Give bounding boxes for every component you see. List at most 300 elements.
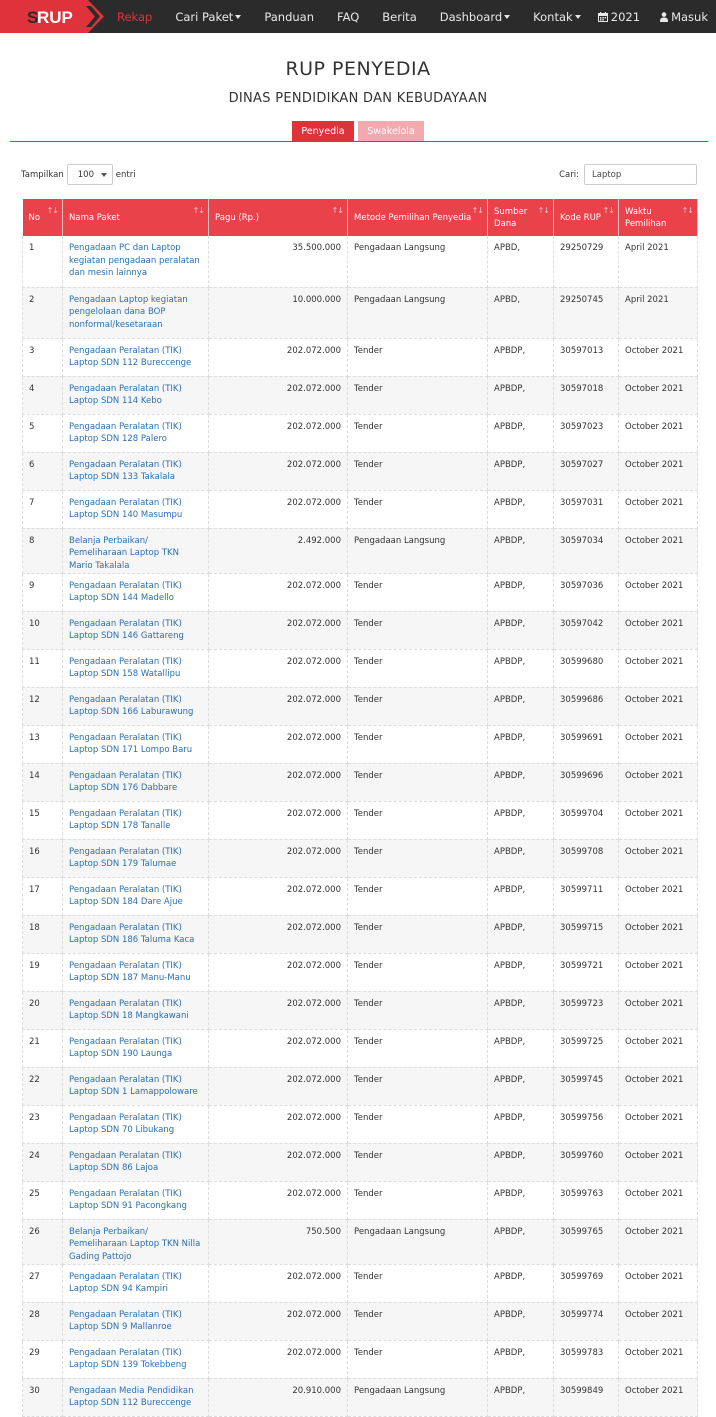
tab-swakelola[interactable]: Swakelola (358, 121, 424, 141)
sort-icon: ↑↓ (537, 206, 549, 215)
search-label: Cari: (559, 169, 579, 180)
cell-waktu: October 2021 (619, 649, 698, 687)
nav-item-label: FAQ (337, 9, 360, 24)
cell-sumber: APBDP, (488, 649, 554, 687)
cell-kode: 30599763 (554, 1181, 619, 1219)
cell-pagu: 202.072.000 (209, 1340, 348, 1378)
table-row (23, 991, 698, 1029)
cell-nama[interactable]: Pengadaan Peralatan (TIK) Laptop SDN 146 Gattareng (63, 611, 209, 649)
cell-kode: 30599760 (554, 1143, 619, 1181)
header-waktu[interactable]: Waktu Pemilihan ↑↓ (619, 199, 698, 236)
cell-waktu: October 2021 (619, 338, 698, 376)
nav-item-cari-paket[interactable] (175, 10, 241, 24)
header-nama-paket[interactable]: Nama Paket ↑↓ (63, 199, 209, 236)
cell-nama[interactable]: Pengadaan Peralatan (TIK) Laptop SDN 139 Tokebbeng (63, 1340, 209, 1378)
cell-metode: Tender (348, 763, 488, 801)
cell-waktu: October 2021 (619, 915, 698, 953)
cell-kode: 30597023 (554, 414, 619, 452)
cell-nama[interactable]: Pengadaan Peralatan (TIK) Laptop SDN 86 Lajoa (63, 1143, 209, 1181)
cell-no: 4 (23, 376, 63, 414)
cell-waktu: October 2021 (619, 1302, 698, 1340)
cell-pagu: 202.072.000 (209, 687, 348, 725)
cell-metode: Tender (348, 725, 488, 763)
cell-pagu: 202.072.000 (209, 991, 348, 1029)
cell-no: 8 (23, 528, 63, 573)
cell-metode: Tender (348, 801, 488, 839)
cell-sumber: APBDP, (488, 991, 554, 1029)
cell-sumber: APBD, (488, 287, 554, 338)
cell-nama[interactable]: Pengadaan Media Pendidikan Laptop SDN 112 Bureccenge (63, 1378, 209, 1416)
cell-sumber: APBDP, (488, 1181, 554, 1219)
table-row (23, 1181, 698, 1219)
table-row (23, 1105, 698, 1143)
top-navbar (0, 0, 716, 33)
header-pagu[interactable]: Pagu (Rp.) ↑↓ (209, 199, 348, 236)
cell-waktu: October 2021 (619, 877, 698, 915)
cell-metode: Tender (348, 687, 488, 725)
cell-waktu: October 2021 (619, 1219, 698, 1264)
table-row (23, 725, 698, 763)
cell-pagu: 202.072.000 (209, 1264, 348, 1302)
cell-kode: 30597013 (554, 338, 619, 376)
cell-pagu: 750.500 (209, 1219, 348, 1264)
cell-sumber: APBDP, (488, 528, 554, 573)
cell-nama[interactable]: Pengadaan Peralatan (TIK) Laptop SDN 158 Watallipu (63, 649, 209, 687)
logo-letter-s: S (27, 8, 39, 27)
cell-sumber: APBDP, (488, 801, 554, 839)
nav-item-kontak[interactable] (533, 10, 581, 24)
table-row (23, 953, 698, 991)
cell-waktu: October 2021 (619, 991, 698, 1029)
table-header-row (23, 199, 698, 236)
nav-item-panduan[interactable] (264, 10, 314, 24)
cell-sumber: APBDP, (488, 1105, 554, 1143)
table-row (23, 1340, 698, 1378)
cell-no: 3 (23, 338, 63, 376)
page-length-value: 100 (77, 169, 94, 180)
cell-metode: Pengadaan Langsung (348, 287, 488, 338)
cell-metode: Tender (348, 452, 488, 490)
nav-item-label: Cari Paket (175, 9, 234, 24)
cell-kode: 30599696 (554, 763, 619, 801)
cell-sumber: APBDP, (488, 338, 554, 376)
cell-metode: Tender (348, 1067, 488, 1105)
show-label: Tampilkan (21, 169, 64, 180)
cell-nama[interactable]: Pengadaan Peralatan (TIK) Laptop SDN 176 Dabbare (63, 763, 209, 801)
cell-kode: 29250745 (554, 287, 619, 338)
table-row (23, 1067, 698, 1105)
table-row (23, 839, 698, 877)
cell-pagu: 202.072.000 (209, 338, 348, 376)
table-row (23, 573, 698, 611)
cell-metode: Tender (348, 877, 488, 915)
cell-sumber: APBDP, (488, 376, 554, 414)
cell-pagu: 202.072.000 (209, 1181, 348, 1219)
table-row (23, 1378, 698, 1416)
cell-nama[interactable]: Pengadaan Peralatan (TIK) Laptop SDN 178 Tanalle (63, 801, 209, 839)
nav-menu (117, 0, 604, 33)
cell-pagu: 202.072.000 (209, 649, 348, 687)
cell-nama[interactable]: Pengadaan Peralatan (TIK) Laptop SDN 91 Pacongkang (63, 1181, 209, 1219)
cell-no: 15 (23, 801, 63, 839)
table-row (23, 1264, 698, 1302)
cell-nama[interactable]: Pengadaan Peralatan (TIK) Laptop SDN 186 Taluma Kaca (63, 915, 209, 953)
cell-waktu: October 2021 (619, 1264, 698, 1302)
nav-item-label: Dashboard (439, 9, 503, 24)
cell-metode: Tender (348, 338, 488, 376)
table-row (23, 414, 698, 452)
cell-metode: Tender (348, 1029, 488, 1067)
cell-no: 17 (23, 877, 63, 915)
cell-metode: Tender (348, 1340, 488, 1378)
cell-pagu: 202.072.000 (209, 915, 348, 953)
nav-item-faq[interactable] (337, 10, 359, 24)
table-row (23, 490, 698, 528)
cell-waktu: October 2021 (619, 490, 698, 528)
calendar-icon (598, 12, 608, 22)
cell-pagu: 202.072.000 (209, 490, 348, 528)
cell-metode: Tender (348, 1181, 488, 1219)
page-subtitle: DINAS PENDIDIKAN DAN KEBUDAYAAN (228, 91, 488, 106)
cell-nama[interactable]: Pengadaan Peralatan (TIK) Laptop SDN 112 Bureccenge (63, 338, 209, 376)
cell-sumber: APBDP, (488, 1340, 554, 1378)
sort-icon: ↑↓ (471, 206, 483, 215)
cell-waktu: April 2021 (619, 287, 698, 338)
user-icon (660, 12, 668, 22)
cell-sumber: APBDP, (488, 725, 554, 763)
cell-waktu: October 2021 (619, 611, 698, 649)
cell-pagu: 202.072.000 (209, 1029, 348, 1067)
cell-sumber: APBDP, (488, 1264, 554, 1302)
cell-metode: Tender (348, 839, 488, 877)
cell-waktu: October 2021 (619, 1181, 698, 1219)
cell-kode: 30599769 (554, 1264, 619, 1302)
cell-no: 21 (23, 1029, 63, 1067)
cell-kode: 29250729 (554, 236, 619, 287)
cell-kode: 30599849 (554, 1378, 619, 1416)
caret-down-icon (235, 15, 241, 19)
cell-metode: Tender (348, 611, 488, 649)
nav-item-label: Berita (382, 9, 417, 24)
header-kode-rup[interactable]: Kode RUP ↑↓ (554, 199, 619, 236)
cell-waktu: October 2021 (619, 376, 698, 414)
login-link[interactable] (660, 10, 708, 24)
table-row (23, 1143, 698, 1181)
cell-sumber: APBDP, (488, 687, 554, 725)
entries-label: entri (115, 169, 136, 180)
cell-waktu: October 2021 (619, 1029, 698, 1067)
cell-pagu: 202.072.000 (209, 1105, 348, 1143)
cell-kode: 30599708 (554, 839, 619, 877)
login-label: Masuk (671, 9, 708, 24)
cell-sumber: APBDP, (488, 611, 554, 649)
cell-nama[interactable]: Pengadaan Peralatan (TIK) Laptop SDN 144 Madello (63, 573, 209, 611)
sort-icon: ↑↓ (46, 206, 58, 215)
cell-no: 1 (23, 236, 63, 287)
cell-kode: 30599725 (554, 1029, 619, 1067)
cell-pagu: 202.072.000 (209, 1067, 348, 1105)
cell-pagu: 202.072.000 (209, 573, 348, 611)
table-row (23, 1302, 698, 1340)
cell-sumber: APBDP, (488, 1378, 554, 1416)
cell-no: 12 (23, 687, 63, 725)
cell-waktu: October 2021 (619, 414, 698, 452)
cell-kode: 30599783 (554, 1340, 619, 1378)
cell-no: 2 (23, 287, 63, 338)
cell-metode: Tender (348, 1143, 488, 1181)
cell-metode: Tender (348, 915, 488, 953)
cell-no: 29 (23, 1340, 63, 1378)
cell-nama[interactable]: Pengadaan Peralatan (TIK) Laptop SDN 128 Palero (63, 414, 209, 452)
cell-nama[interactable]: Pengadaan Peralatan (TIK) Laptop SDN 171 Lompo Baru (63, 725, 209, 763)
table-body (23, 236, 698, 1416)
cell-waktu: October 2021 (619, 452, 698, 490)
cell-nama[interactable]: Pengadaan Peralatan (TIK) Laptop SDN 166 Laburawung (63, 687, 209, 725)
header-no[interactable]: No ↑↓ (23, 199, 63, 236)
cell-nama[interactable]: Pengadaan Peralatan (TIK) Laptop SDN 187 Manu-Manu (63, 953, 209, 991)
cell-metode: Tender (348, 1105, 488, 1143)
cell-waktu: October 2021 (619, 953, 698, 991)
table-row (23, 649, 698, 687)
cell-pagu: 202.072.000 (209, 376, 348, 414)
cell-no: 9 (23, 573, 63, 611)
tab-penyedia[interactable]: Penyedia (292, 121, 354, 141)
cell-nama[interactable]: Pengadaan Peralatan (TIK) Laptop SDN 94 Kampiri (63, 1264, 209, 1302)
cell-kode: 30599774 (554, 1302, 619, 1340)
cell-pagu: 202.072.000 (209, 611, 348, 649)
nav-item-dashboard[interactable] (440, 10, 510, 24)
cell-sumber: APBDP, (488, 839, 554, 877)
cell-kode: 30599715 (554, 915, 619, 953)
cell-pagu: 202.072.000 (209, 877, 348, 915)
cell-pagu: 202.072.000 (209, 763, 348, 801)
cell-pagu: 202.072.000 (209, 414, 348, 452)
cell-metode: Tender (348, 573, 488, 611)
cell-metode: Pengadaan Langsung (348, 528, 488, 573)
cell-no: 26 (23, 1219, 63, 1264)
cell-nama[interactable]: Belanja Perbaikan/ Pemeliharaan Laptop TKN Mario Takalala (63, 528, 209, 573)
cell-waktu: October 2021 (619, 725, 698, 763)
year-selector[interactable] (598, 10, 640, 24)
cell-sumber: APBDP, (488, 915, 554, 953)
cell-metode: Tender (348, 1302, 488, 1340)
cell-waktu: October 2021 (619, 839, 698, 877)
nav-item-berita[interactable] (382, 10, 416, 24)
sirup-logo[interactable] (0, 0, 104, 33)
cell-nama[interactable]: Pengadaan Peralatan (TIK) Laptop SDN 140 Masumpu (63, 490, 209, 528)
cell-kode: 30597027 (554, 452, 619, 490)
cell-kode: 30599756 (554, 1105, 619, 1143)
cell-sumber: APBDP, (488, 877, 554, 915)
cell-no: 14 (23, 763, 63, 801)
cell-kode: 30597036 (554, 573, 619, 611)
cell-nama[interactable]: Belanja Perbaikan/ Pemeliharaan Laptop TKN Nilla Gading Pattojo (63, 1219, 209, 1264)
nav-item-label: Rekap (117, 9, 153, 24)
cell-metode: Tender (348, 414, 488, 452)
nav-item-rekap[interactable] (117, 10, 152, 24)
cell-kode: 30599680 (554, 649, 619, 687)
cell-kode: 30599704 (554, 801, 619, 839)
page-length-select[interactable] (67, 164, 113, 185)
cell-waktu: October 2021 (619, 801, 698, 839)
cell-metode: Pengadaan Langsung (348, 236, 488, 287)
chevron-down-icon (101, 173, 107, 177)
caret-down-icon (575, 15, 581, 19)
tab-bar (10, 121, 708, 142)
cell-metode: Tender (348, 991, 488, 1029)
cell-kode: 30599723 (554, 991, 619, 1029)
cell-no: 23 (23, 1105, 63, 1143)
cell-waktu: October 2021 (619, 687, 698, 725)
table-row (23, 611, 698, 649)
cell-kode: 30597031 (554, 490, 619, 528)
cell-pagu: 202.072.000 (209, 725, 348, 763)
year-label: 2021 (610, 9, 641, 24)
cell-pagu: 202.072.000 (209, 801, 348, 839)
table-row (23, 376, 698, 414)
cell-no: 27 (23, 1264, 63, 1302)
nav-item-label: Panduan (264, 9, 315, 24)
page-title: RUP PENYEDIA (285, 58, 431, 80)
sort-icon: ↑↓ (192, 206, 204, 215)
cell-kode: 30599721 (554, 953, 619, 991)
cell-waktu: October 2021 (619, 763, 698, 801)
rup-table (22, 199, 698, 1417)
cell-waktu: October 2021 (619, 528, 698, 573)
cell-metode: Tender (348, 953, 488, 991)
cell-metode: Pengadaan Langsung (348, 1219, 488, 1264)
cell-sumber: APBDP, (488, 953, 554, 991)
cell-sumber: APBDP, (488, 1029, 554, 1067)
cell-pagu: 202.072.000 (209, 839, 348, 877)
cell-kode: 30599745 (554, 1067, 619, 1105)
cell-sumber: APBDP, (488, 573, 554, 611)
cell-sumber: APBDP, (488, 1067, 554, 1105)
table-row (23, 687, 698, 725)
page-length-control (21, 164, 136, 185)
cell-kode: 30597042 (554, 611, 619, 649)
table-row (23, 236, 698, 287)
cell-nama[interactable]: Pengadaan Laptop kegiatan pengelolaan dana BOP nonformal/kesetaraan (63, 287, 209, 338)
cell-kode: 30597034 (554, 528, 619, 573)
nav-item-label: Kontak (533, 9, 573, 24)
cell-pagu: 10.000.000 (209, 287, 348, 338)
cell-no: 10 (23, 611, 63, 649)
cell-metode: Tender (348, 1264, 488, 1302)
cell-kode: 30599765 (554, 1219, 619, 1264)
cell-waktu: October 2021 (619, 1340, 698, 1378)
nav-right (598, 0, 708, 33)
cell-nama[interactable]: Pengadaan Peralatan (TIK) Laptop SDN 70 Libukang (63, 1105, 209, 1143)
cell-no: 18 (23, 915, 63, 953)
cell-nama[interactable]: Pengadaan Peralatan (TIK) Laptop SDN 1 Lamappoloware (63, 1067, 209, 1105)
table-row (23, 528, 698, 573)
cell-sumber: APBDP, (488, 763, 554, 801)
search-control (559, 164, 697, 185)
cell-sumber: APBDP, (488, 414, 554, 452)
cell-pagu: 2.492.000 (209, 528, 348, 573)
cell-nama[interactable]: Pengadaan Peralatan (TIK) Laptop SDN 18 Mangkawani (63, 991, 209, 1029)
cell-pagu: 202.072.000 (209, 452, 348, 490)
cell-kode: 30599691 (554, 725, 619, 763)
header-metode[interactable]: Metode Pemilihan Penyedia ↑↓ (348, 199, 488, 236)
cell-sumber: APBD, (488, 236, 554, 287)
cell-no: 5 (23, 414, 63, 452)
cell-metode: Tender (348, 376, 488, 414)
cell-waktu: October 2021 (619, 1067, 698, 1105)
table-row (23, 338, 698, 376)
cell-waktu: April 2021 (619, 236, 698, 287)
cell-kode: 30597018 (554, 376, 619, 414)
cell-no: 25 (23, 1181, 63, 1219)
cell-waktu: October 2021 (619, 1378, 698, 1416)
cell-waktu: October 2021 (619, 573, 698, 611)
table-row (23, 763, 698, 801)
logo-text-rup: RUP (37, 8, 73, 27)
cell-no: 20 (23, 991, 63, 1029)
header-sumber-dana[interactable]: Sumber Dana ↑↓ (488, 199, 554, 236)
caret-down-icon (504, 15, 510, 19)
table-row (23, 287, 698, 338)
sort-icon: ↑↓ (681, 206, 693, 215)
cell-waktu: October 2021 (619, 1143, 698, 1181)
cell-no: 19 (23, 953, 63, 991)
cell-pagu: 202.072.000 (209, 953, 348, 991)
cell-no: 11 (23, 649, 63, 687)
cell-nama[interactable]: Pengadaan Peralatan (TIK) Laptop SDN 114 Kebo (63, 376, 209, 414)
cell-sumber: APBDP, (488, 1302, 554, 1340)
sort-icon: ↑↓ (331, 206, 343, 215)
cell-waktu: October 2021 (619, 1105, 698, 1143)
cell-no: 30 (23, 1378, 63, 1416)
table-row (23, 877, 698, 915)
table-row (23, 452, 698, 490)
cell-no: 24 (23, 1143, 63, 1181)
cell-kode: 30599686 (554, 687, 619, 725)
cell-sumber: APBDP, (488, 452, 554, 490)
cell-no: 13 (23, 725, 63, 763)
cell-sumber: APBDP, (488, 490, 554, 528)
cell-metode: Tender (348, 649, 488, 687)
table-row (23, 801, 698, 839)
cell-metode: Tender (348, 490, 488, 528)
table-row (23, 1219, 698, 1264)
sort-icon: ↑↓ (602, 206, 614, 215)
cell-pagu: 20.910.000 (209, 1378, 348, 1416)
cell-pagu: 202.072.000 (209, 1143, 348, 1181)
cell-sumber: APBDP, (488, 1143, 554, 1181)
table-row (23, 915, 698, 953)
cell-pagu: 202.072.000 (209, 1302, 348, 1340)
cell-no: 6 (23, 452, 63, 490)
cell-sumber: APBDP, (488, 1219, 554, 1264)
cell-no: 28 (23, 1302, 63, 1340)
table-row (23, 1029, 698, 1067)
cell-no: 22 (23, 1067, 63, 1105)
cell-nama[interactable]: Pengadaan Peralatan (TIK) Laptop SDN 184 Dare Ajue (63, 877, 209, 915)
cell-nama[interactable]: Pengadaan Peralatan (TIK) Laptop SDN 133 Takalala (63, 452, 209, 490)
cell-nama[interactable]: Pengadaan Peralatan (TIK) Laptop SDN 190 Launga (63, 1029, 209, 1067)
cell-pagu: 35.500.000 (209, 236, 348, 287)
cell-nama[interactable]: Pengadaan Peralatan (TIK) Laptop SDN 179 Talumae (63, 839, 209, 877)
cell-nama[interactable]: Pengadaan PC dan Laptop kegiatan pengadaan peralatan dan mesin lainnya (63, 236, 209, 287)
cell-nama[interactable]: Pengadaan Peralatan (TIK) Laptop SDN 9 Mallanroe (63, 1302, 209, 1340)
search-input[interactable]: Laptop (584, 164, 697, 185)
cell-kode: 30599711 (554, 877, 619, 915)
cell-metode: Pengadaan Langsung (348, 1378, 488, 1416)
cell-no: 7 (23, 490, 63, 528)
cell-no: 16 (23, 839, 63, 877)
